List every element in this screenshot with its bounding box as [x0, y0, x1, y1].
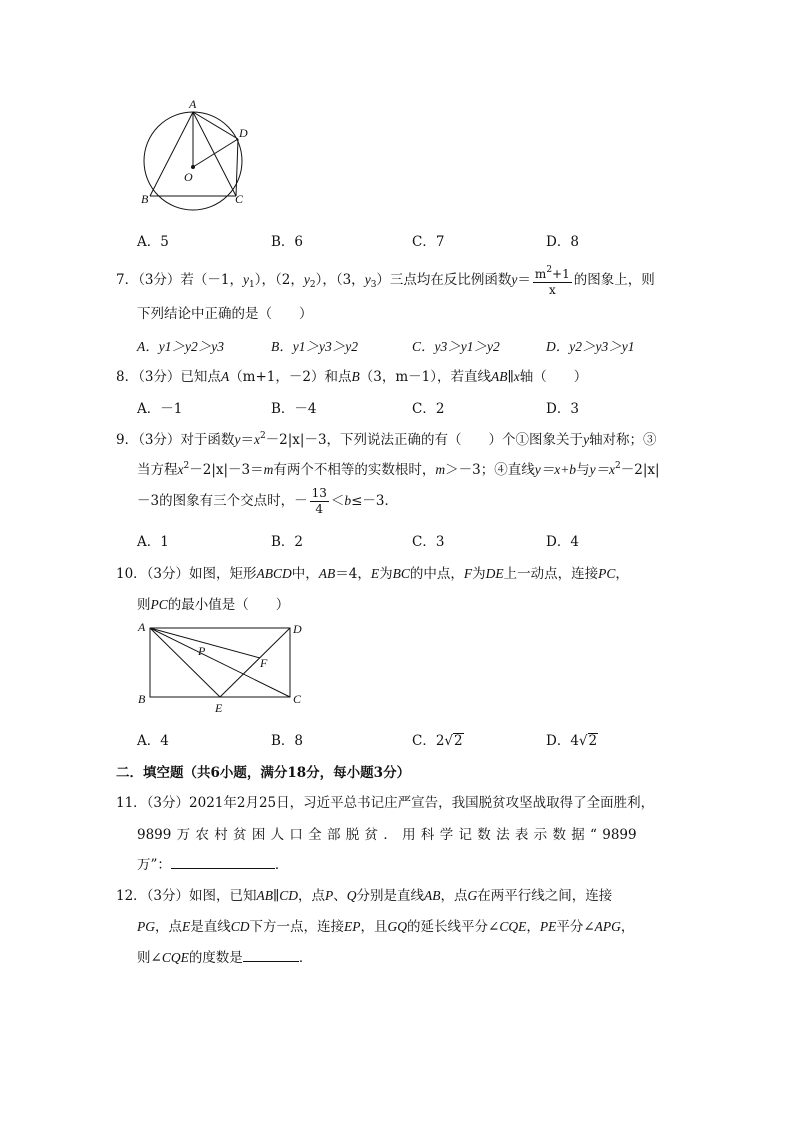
- q9-option-c: C．3: [412, 534, 445, 550]
- q12-line3: 则∠CQE的度数是 ．: [137, 946, 312, 966]
- label-e: E: [215, 701, 223, 715]
- q7-line2: 下列结论中正确的是（ ）: [137, 306, 313, 322]
- sqrt-symbol: √: [444, 733, 454, 749]
- q9-option-d: D．4: [546, 534, 579, 550]
- q10-option-b: B．8: [271, 733, 304, 749]
- label-c: C: [235, 192, 244, 206]
- q11-line1: 11．（3分）2021年2月25日，习近平总书记庄严宣告，我国脱贫攻坚战取得了全面胜利，: [116, 795, 655, 811]
- q9-fraction: $\frac{13}{4}$: [311, 486, 327, 516]
- q7-option-c: C．y3＞y1＞y2: [412, 339, 500, 354]
- q12-line1: 12．（3分）如图，已知AB∥CD，点P、Q分别是直线AB，点G在两平行线之间，连接: [116, 888, 613, 904]
- label-o: O: [184, 170, 193, 184]
- point-o: [191, 165, 195, 169]
- section-heading: 二．填空题（共6小题，满分18分，每小题3分）: [116, 765, 411, 781]
- q11-line3: 万”： ．: [137, 853, 288, 873]
- q8-option-a: A．－1: [137, 401, 183, 417]
- label-c: C: [293, 692, 302, 706]
- seg-ac: [150, 628, 290, 697]
- q9-option-a: A．1: [137, 534, 169, 550]
- answer-blank[interactable]: [243, 947, 299, 962]
- q7-line1: 7．（3分）若（－1，$y_1$），（2，$y_2$），（3，$y_3$）三点均在反比例函数y＝ $\frac{m^2+1}{x}$ 的图象上，则: [116, 265, 655, 297]
- q10-option-a: A．4: [137, 733, 169, 749]
- answer-blank[interactable]: [171, 854, 275, 869]
- q7-option-a: A．y1＞y2＞y3: [137, 339, 224, 354]
- label-d: D: [293, 622, 302, 636]
- q8-option-b: B．－4: [271, 401, 317, 417]
- q6-option-b: B．6: [271, 234, 304, 250]
- label-d: D: [239, 126, 248, 140]
- q7-option-b: B．y1＞y3＞y2: [271, 339, 358, 354]
- q7-option-d: D．y2＞y3＞y1: [546, 339, 635, 354]
- q10-figure: [132, 618, 312, 716]
- label-a: A: [138, 620, 146, 634]
- q10-option-d: D．4√2: [546, 733, 598, 749]
- q7-fraction: $\frac{m^2+1}{x}$: [534, 265, 570, 297]
- q6-option-a: A．5: [137, 234, 169, 250]
- q9-line2: 当方程$x^2-2|x|-3=m$有两个不相等的实数根时，m＞－3；④直线y＝x+b与$y=x^2-2|x|$: [137, 461, 660, 478]
- label-b: B: [141, 192, 149, 206]
- q10-option-c: C．2√2: [412, 733, 463, 749]
- sqrt-symbol: √: [578, 733, 588, 749]
- q6-option-d: D．8: [546, 234, 579, 250]
- seg-od: [193, 139, 238, 167]
- label-p: P: [198, 644, 206, 658]
- q11-line2: 9899 万 农 村 贫 困 人 口 全 部 脱 贫 ． 用 科 学 记 数 法 表 示 数 据 “ 9899: [137, 827, 637, 843]
- q6-option-c: C．7: [412, 234, 445, 250]
- seg-ae: [150, 628, 220, 697]
- q8-option-c: C．2: [412, 401, 445, 417]
- label-f: F: [260, 656, 268, 670]
- q9-line1: 9．（3分）对于函数$y=x^2-2|x|-3$，下列说法正确的有（ ）个①图象关于y轴对称；③: [116, 431, 657, 448]
- seg-ed: [220, 628, 290, 697]
- q8-line: 8．（3分）已知点A（m+1，－2）和点B（3，m－1），若直线AB∥x轴（ ）: [116, 369, 588, 385]
- q6-figure: [135, 95, 255, 213]
- seg-dc: [236, 139, 238, 196]
- q9-line3: －3的图象有三个交点时，－ $\frac{13}{4}$ ＜b≤－3．: [137, 486, 399, 516]
- label-b: B: [138, 692, 146, 706]
- q10-line1: 10．（3分）如图，矩形ABCD中，AB＝4，E为BC的中点，F为DE上一动点，连接PC，: [116, 566, 629, 582]
- label-a: A: [189, 97, 197, 111]
- q12-line2: PG，点E是直线CD下方一点，连接EP，且GQ的延长线平分∠CQE，PE平分∠APG，: [137, 919, 635, 935]
- q8-option-d: D．3: [546, 401, 579, 417]
- q10-line2: 则PC的最小值是（ ）: [137, 597, 290, 613]
- q9-option-b: B．2: [271, 534, 304, 550]
